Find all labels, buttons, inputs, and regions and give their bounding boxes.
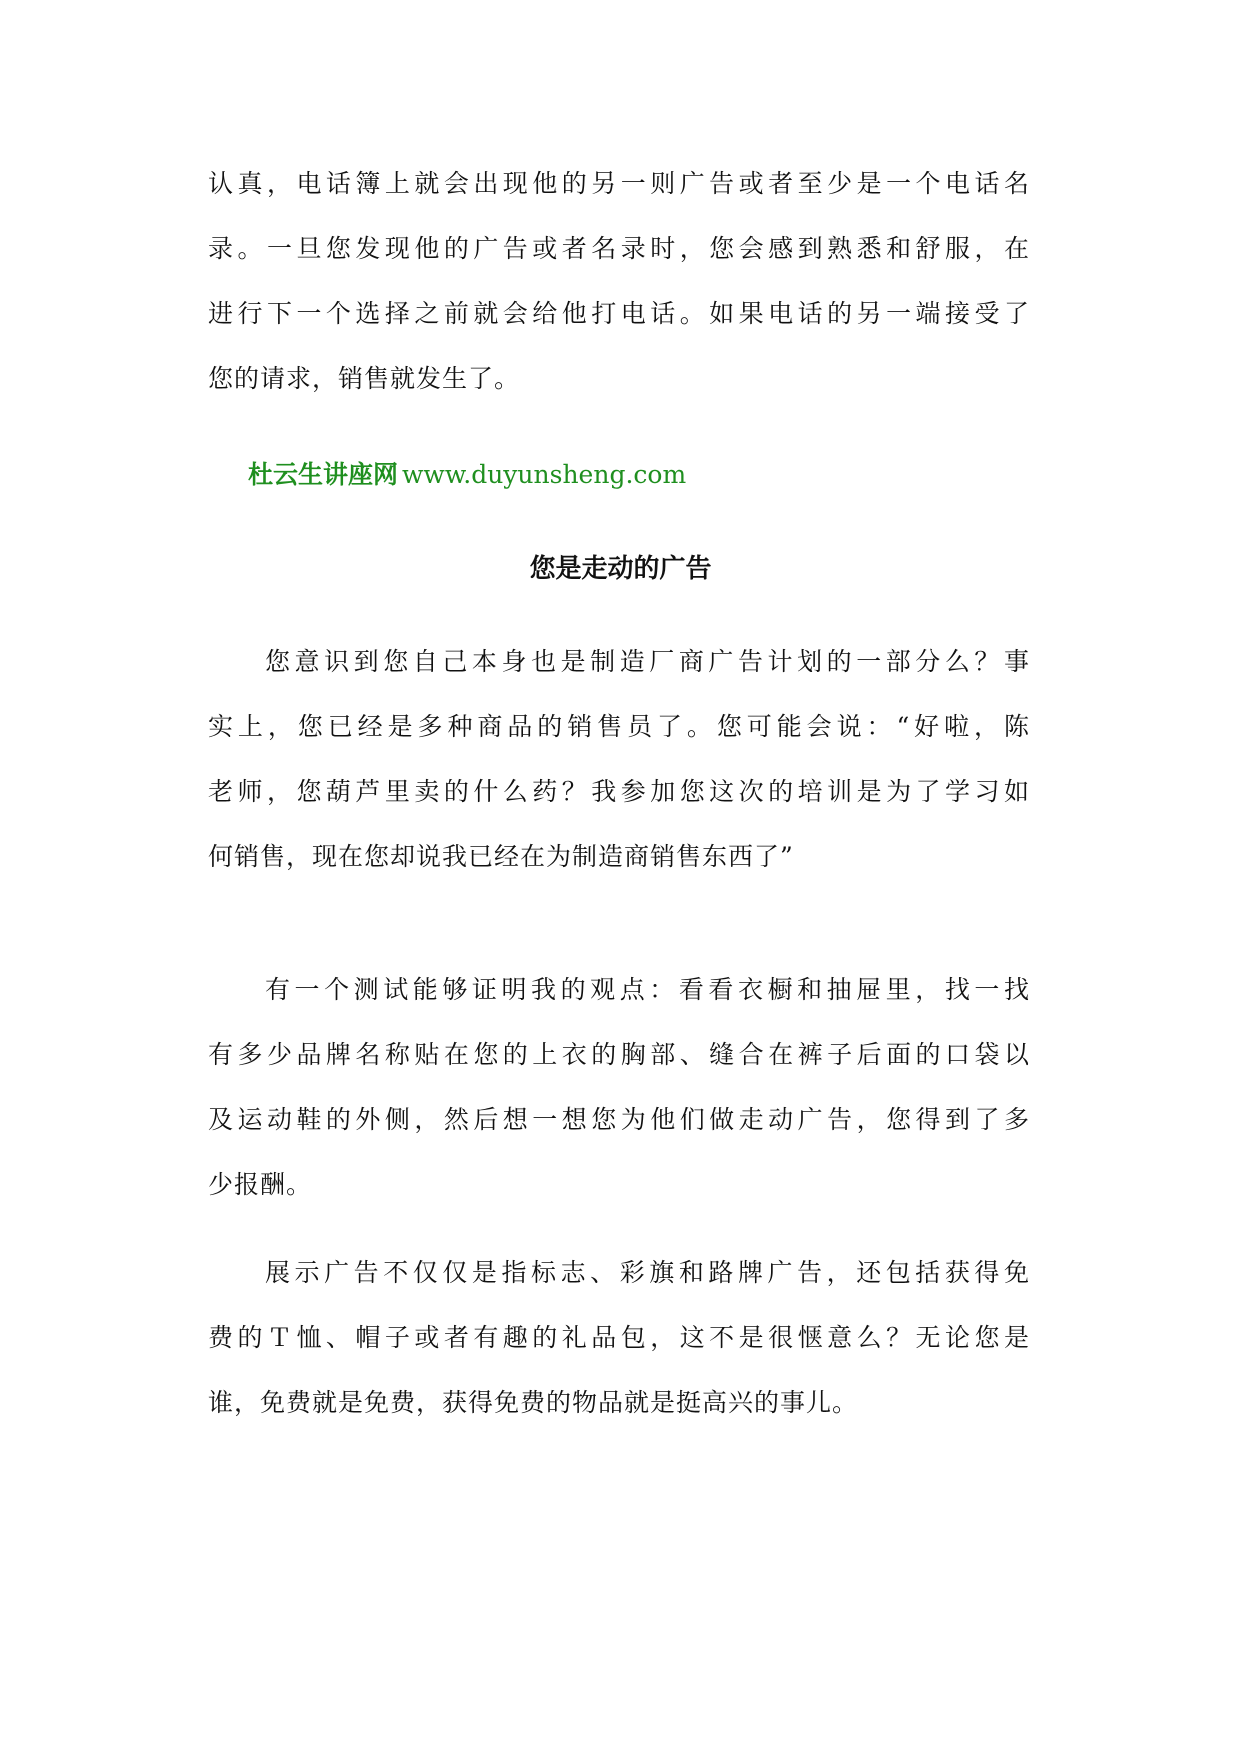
paragraph-3-line-4: 少报酬。 xyxy=(208,1170,313,1199)
site-url-link[interactable]: www.duyunsheng.com xyxy=(402,460,687,489)
paragraph-1-line-2: 录。一旦您发现他的广告或者名录时，您会感到熟悉和舒服，在 xyxy=(208,234,1030,263)
paragraph-1-line-4: 您的请求，销售就发生了。 xyxy=(208,364,521,393)
paragraph-2-line-3: 老师，您葫芦里卖的什么药？我参加您这次的培训是为了学习如 xyxy=(208,777,1030,806)
site-name: 杜云生讲座网 xyxy=(248,460,399,489)
paragraph-3-line-2: 有多少品牌名称贴在您的上衣的胸部、缝合在裤子后面的口袋以 xyxy=(208,1040,1030,1069)
section-heading: 您是走动的广告 xyxy=(529,554,712,584)
paragraph-1-line-3: 进行下一个选择之前就会给他打电话。如果电话的另一端接受了 xyxy=(208,299,1030,328)
paragraph-2-line-1: 您意识到您自己本身也是制造厂商广告计划的一部分么？事 xyxy=(265,647,1030,676)
paragraph-2-line-4: 何销售，现在您却说我已经在为制造商销售东西了” xyxy=(208,842,794,871)
paragraph-1-line-1: 认真，电话簿上就会出现他的另一则广告或者至少是一个电话名 xyxy=(208,169,1030,198)
paragraph-2-line-2: 实上，您已经是多种商品的销售员了。您可能会说：“好啦，陈 xyxy=(208,712,1030,741)
paragraph-4-line-1: 展示广告不仅仅是指标志、彩旗和路牌广告，还包括获得免 xyxy=(265,1258,1030,1287)
paragraph-4-line-3: 谁，免费就是免费，获得免费的物品就是挺高兴的事儿。 xyxy=(208,1388,859,1417)
paragraph-3-line-1: 有一个测试能够证明我的观点：看看衣橱和抽屉里，找一找 xyxy=(265,975,1030,1004)
site-credit xyxy=(248,458,686,492)
paragraph-3-line-3: 及运动鞋的外侧，然后想一想您为他们做走动广告，您得到了多 xyxy=(208,1105,1030,1134)
paragraph-4-line-2: 费的Ｔ恤、帽子或者有趣的礼品包，这不是很惬意么？无论您是 xyxy=(208,1323,1030,1352)
